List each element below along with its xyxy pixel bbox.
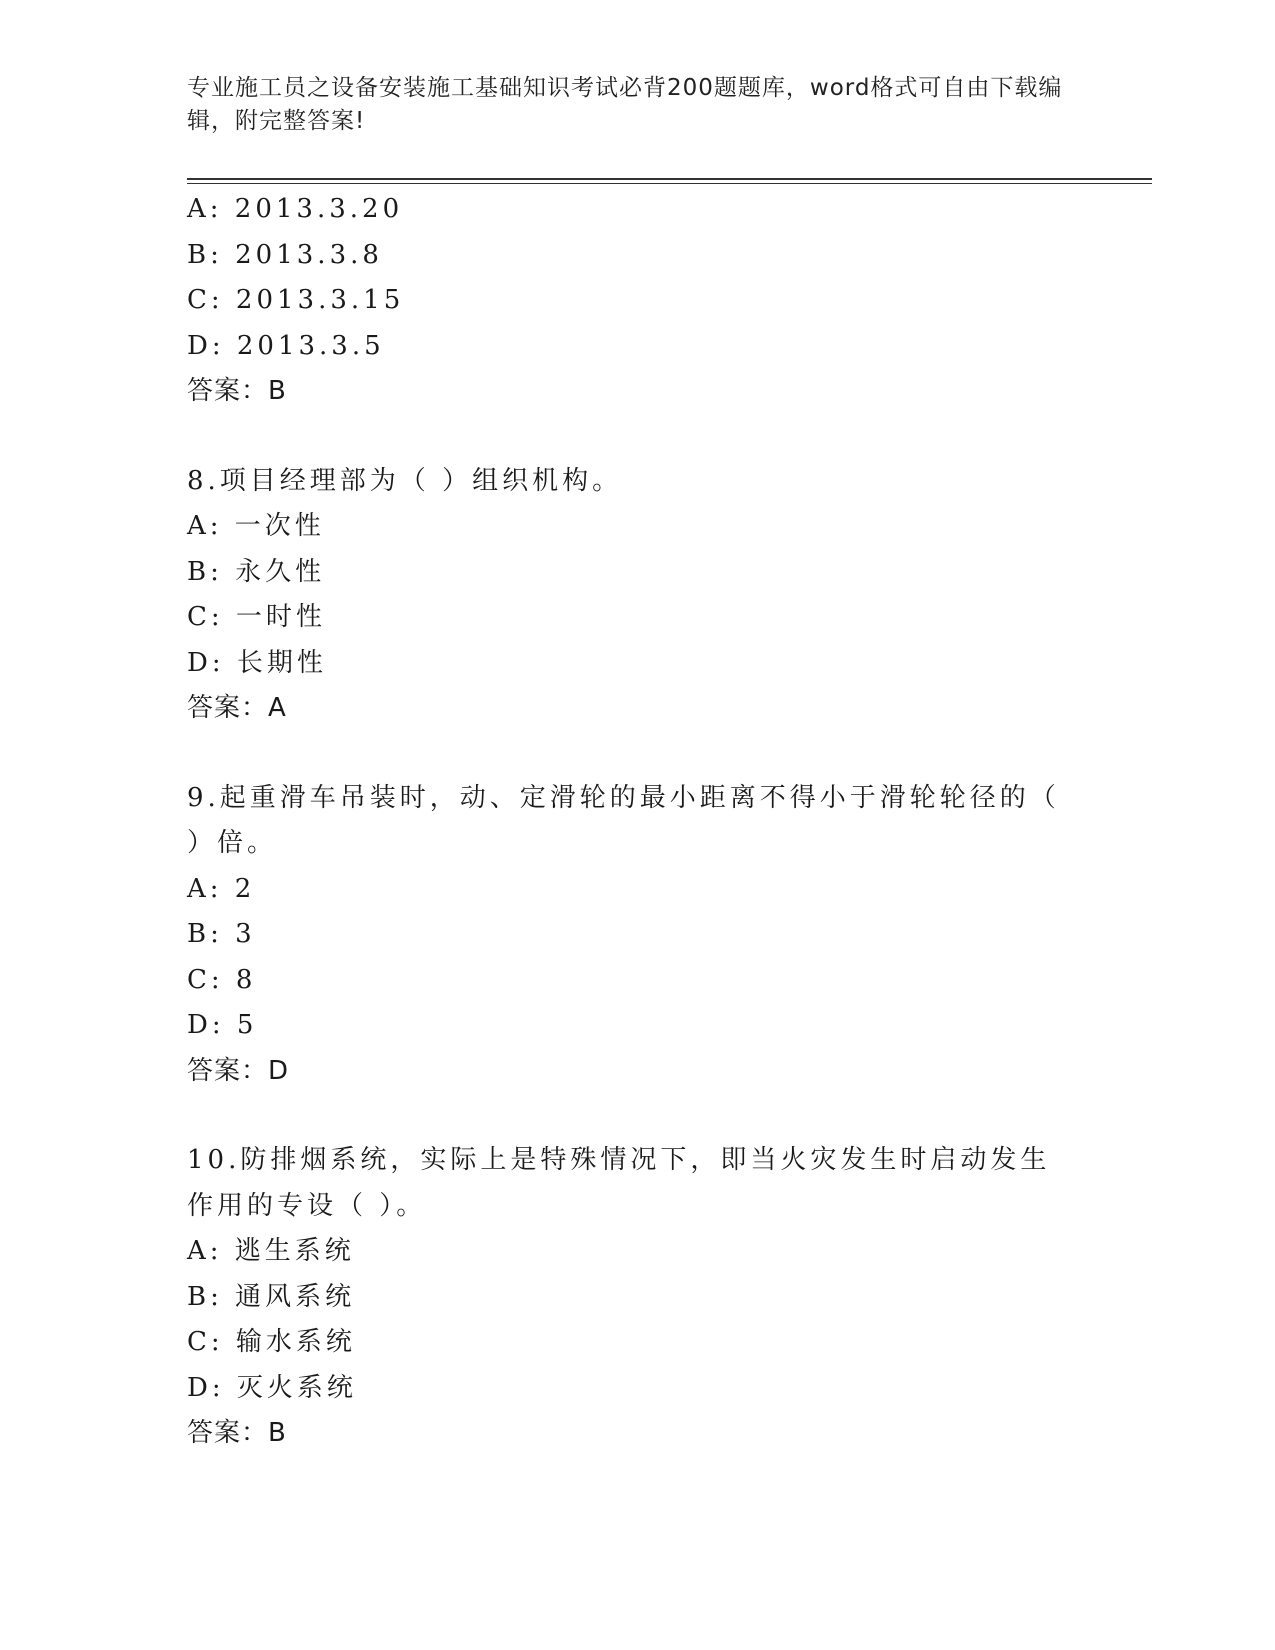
question-block-7	[187, 187, 1087, 415]
question-list	[187, 187, 1087, 1457]
answer-line: 答案：D	[187, 1055, 290, 1086]
document-header: 专业施工员之设备安装施工基础知识考试必背200题题库，word格式可自由下载编辑，附完整答案!	[187, 75, 1063, 134]
option-d: D: 灭火系统	[187, 1372, 357, 1403]
answer-line: 答案：B	[187, 1418, 287, 1448]
option-a: A: 一次性	[187, 511, 325, 541]
option-a: A: 2	[187, 873, 256, 904]
option-d: D: 长期性	[187, 647, 327, 678]
option-c: C: 8	[187, 964, 257, 995]
header-rule-thick	[187, 178, 1152, 180]
question-text: 10.防排烟系统，实际上是特殊情况下，即当火灾发生时启动发生作用的专设（ ）。	[187, 1145, 1051, 1221]
answer-line: 答案：A	[187, 693, 287, 723]
question-text: 9.起重滑车吊装时，动、定滑轮的最小距离不得小于滑轮轮径的（ ）倍。	[187, 782, 1060, 858]
option-c: C: 一时性	[187, 602, 326, 632]
option-b: B: 永久性	[187, 556, 326, 587]
option-a: A: 逃生系统	[187, 1236, 355, 1266]
question-block-10	[187, 1138, 1087, 1457]
option-d: D: 5	[187, 1010, 258, 1040]
option-c: C: 2013.3.15	[187, 285, 405, 315]
header-rule-thin	[187, 183, 1152, 184]
option-b: B: 3	[187, 919, 256, 949]
option-d: D: 2013.3.5	[187, 330, 385, 361]
option-b: B: 通风系统	[187, 1281, 356, 1312]
question-block-8	[187, 459, 1087, 732]
question-block-9	[187, 776, 1087, 1095]
question-text: 8.项目经理部为（ ）组织机构。	[187, 465, 623, 496]
option-b: B: 2013.3.8	[187, 239, 383, 270]
option-a: A: 2013.3.20	[187, 194, 404, 224]
option-c: C: 输水系统	[187, 1327, 356, 1357]
answer-line: 答案：B	[187, 376, 287, 406]
